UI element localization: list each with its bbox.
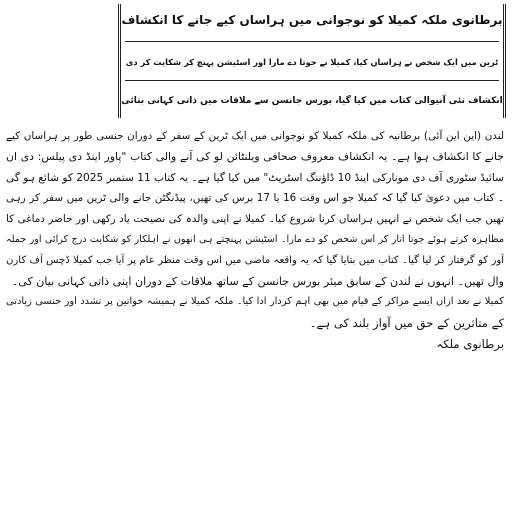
article-line: کے متاثرین کے حق میں آواز بلند کی ہے۔	[309, 316, 504, 331]
headline-divider	[125, 80, 499, 81]
article-line: برطانوی ملکہ	[436, 336, 504, 351]
headline-divider	[125, 41, 499, 42]
article-line: آور کو گرفتار کر لیا گیا۔ کتاب میں بتایا گیا کہ یہ واقعہ ماضی میں اس وقت منظر عام پر آیا جب کمیلا ڈچس آف کارن	[6, 254, 504, 266]
article-body	[6, 126, 504, 355]
sub-headline: انکشاف نئی آنیوالی کتاب میں کیا گیا، بورس جانسن سے ملاقات میں ذاتی کہانی بتائی	[121, 96, 503, 106]
sub-headline: ٹرین میں ایک شخص نے ہراساں کیا، کمیلا نے جوتا دے مارا اور اسٹیشن پہنچ کر شکایت کر دی	[125, 57, 499, 67]
main-headline: برطانوی ملکہ کمیلا کو نوجوانی میں ہراساں کیے جانے کا انکشاف	[121, 13, 503, 27]
article-line: سائیڈ سٹوری آف دی مونارکی اینڈ 10 ڈاؤننگ اسٹریٹ" میں کیا گیا ہے۔ یہ کتاب 11 ستمبر 2025 کو شائع ہو گی	[6, 171, 504, 184]
article-line: وال تھیں۔ انہوں نے لندن کے سابق میئر بورس جانسن کے ساتھ ملاقات کے دوران اپنی ذاتی کہانی بیان کی۔	[11, 274, 504, 288]
article-line: ۔ کتاب میں دعویٰ کیا گیا کہ کمیلا جو اس وقت 16 یا 17 برس کی تھیں، پیڈنگٹن جانے والی ٹرین میں سفر کر رہی	[6, 192, 504, 205]
article-line: لندن (این این آئی) برطانیہ کی ملکہ کمیلا کو نوجوانی میں ایک ٹرین کے سفر کے دوران جنسی طور پر ہراساں کیے	[6, 130, 504, 142]
article-line: کمیلا نے بعد ازاں ایسے مراکز کے قیام میں بھی اہم کردار ادا کیا۔ ملکہ کمیلا نے ہمیشہ خواتین پر تشدد اور جنسی زیادتی	[6, 296, 504, 308]
article-line: مظاہرہ کرتے ہوئے جوتا اتار کر اس شخص کو دے مارا۔ اسٹیشن پہنچتے ہی انھوں نے اہلکار کو شکایت درج کرائی اور حملہ	[6, 233, 504, 245]
headline-box	[118, 4, 506, 118]
article-line: جانے کا انکشاف ہوا ہے۔ یہ انکشاف معروف صحافی ویلنٹائن لو کی آنے والی کتاب "پاور اینڈ دی پیلس: دی ان	[6, 149, 504, 163]
article-line: تھیں جب ایک شخص نے انہیں ہراساں کرنا شروع کیا۔ کمیلا نے اپنی والدہ کی نصیحت یاد رکھی اور حاضر دماغی کا	[6, 213, 504, 226]
